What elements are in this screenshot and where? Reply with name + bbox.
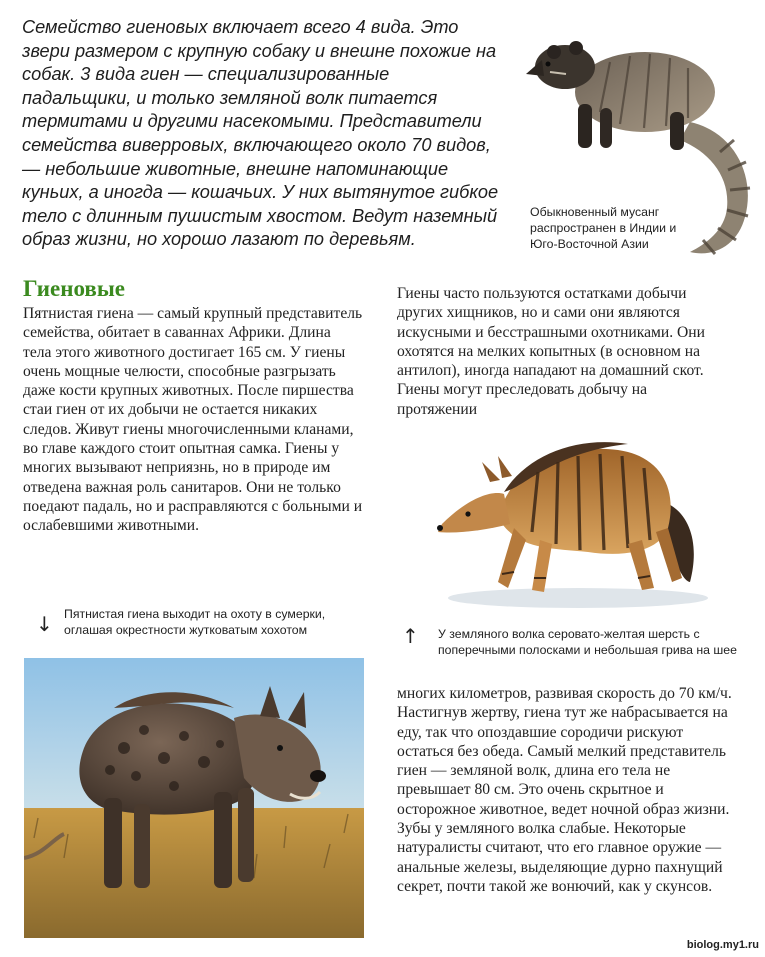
site-watermark: biolog.my1.ru bbox=[686, 939, 759, 951]
aardwolf-caption-text: У земляного волка серовато-желтая шерсть с поперечными полосками и небольшая грива на шее bbox=[438, 627, 737, 657]
musang-caption bbox=[530, 204, 690, 252]
musang-caption-text: Обыкновенный мусанг распространен в Индии и Юго-Восточной Азии bbox=[530, 205, 677, 251]
left-column-paragraph: Пятнистая гиена — самый крупный представитель семейства, обитает в саваннах Африки. Длина тела этого животного достигает 165 см. У гиены очень мощные челюсти, способные разгрызать даже кости крупных животных. После пиршества стаи гиен от их добычи не остается никаких следов. Живут гиены многочисленными кланами, во главе каждого стоит опытная самка. Гиены у многих вызывают неприязнь, но в природе им отведена важная роль санитаров. Они не только поедают падаль, но и расправляются с больными и ослабевшими животными. bbox=[23, 305, 363, 535]
right-column-text-top bbox=[397, 284, 727, 419]
right-column-paragraph-top: Гиены часто пользуются остатками добычи других хищников, но и сами они являются искусными и бесстрашными охотниками. Они охотятся на мелких копытных (в основном на антилоп), иногда нападают на домашний скот. Гиены могут преследовать добычу на протяжении bbox=[397, 285, 705, 418]
right-column-text-bottom bbox=[397, 684, 737, 896]
spotted-hyena-caption bbox=[64, 606, 364, 638]
spotted-hyena-photo bbox=[24, 658, 364, 938]
aardwolf-illustration bbox=[428, 432, 718, 612]
intro-paragraph bbox=[22, 16, 500, 252]
aardwolf-arrow-icon: ↑ bbox=[402, 624, 419, 648]
spotted-hyena-caption-text: Пятнистая гиена выходит на охоту в сумерки, оглашая окрестности жутковатым хохотом bbox=[64, 607, 326, 637]
left-column-text bbox=[23, 304, 363, 536]
section-heading: Гиеновые bbox=[23, 276, 125, 301]
spotted-hyena-arrow-icon: ↓ bbox=[36, 612, 53, 636]
right-column-paragraph-bottom: многих километров, развивая скорость до 70 км/ч. Настигнув жертву, гиена тут же набрасывается на еду, так что опоздавшие сородичи рискуют остаться без обеда. Самый мелкий представитель гиен — земляной волк, длина его тела не превышает 80 см. Это очень скрытное и осторожное животное, ведет ночной образ жизни. Зубы у земляного волка слабые. Некоторые натуралисты считают, что его главное оружие — анальные железы, выделяющие дурно пахнущий секрет, почти такой же вонючий, как у скунсов. bbox=[397, 685, 732, 895]
intro-text: Семейство гиеновых включает всего 4 вида. Это звери размером с крупную собаку и внешне похожие на собак. 3 вида гиен — специализированные падальщики, и только земляной волк питается термитами и другими насекомыми. Представители семейства виверровых, включающего около 70 видов, — небольшие животные, внешне напоминающие куньих, а иногда — кошачьих. У них вытянутое гибкое тело с длинным пушистым хвостом. Ведут наземный образ жизни, но хорошо лазают по деревьям. bbox=[22, 17, 499, 250]
aardwolf-caption bbox=[438, 626, 738, 658]
